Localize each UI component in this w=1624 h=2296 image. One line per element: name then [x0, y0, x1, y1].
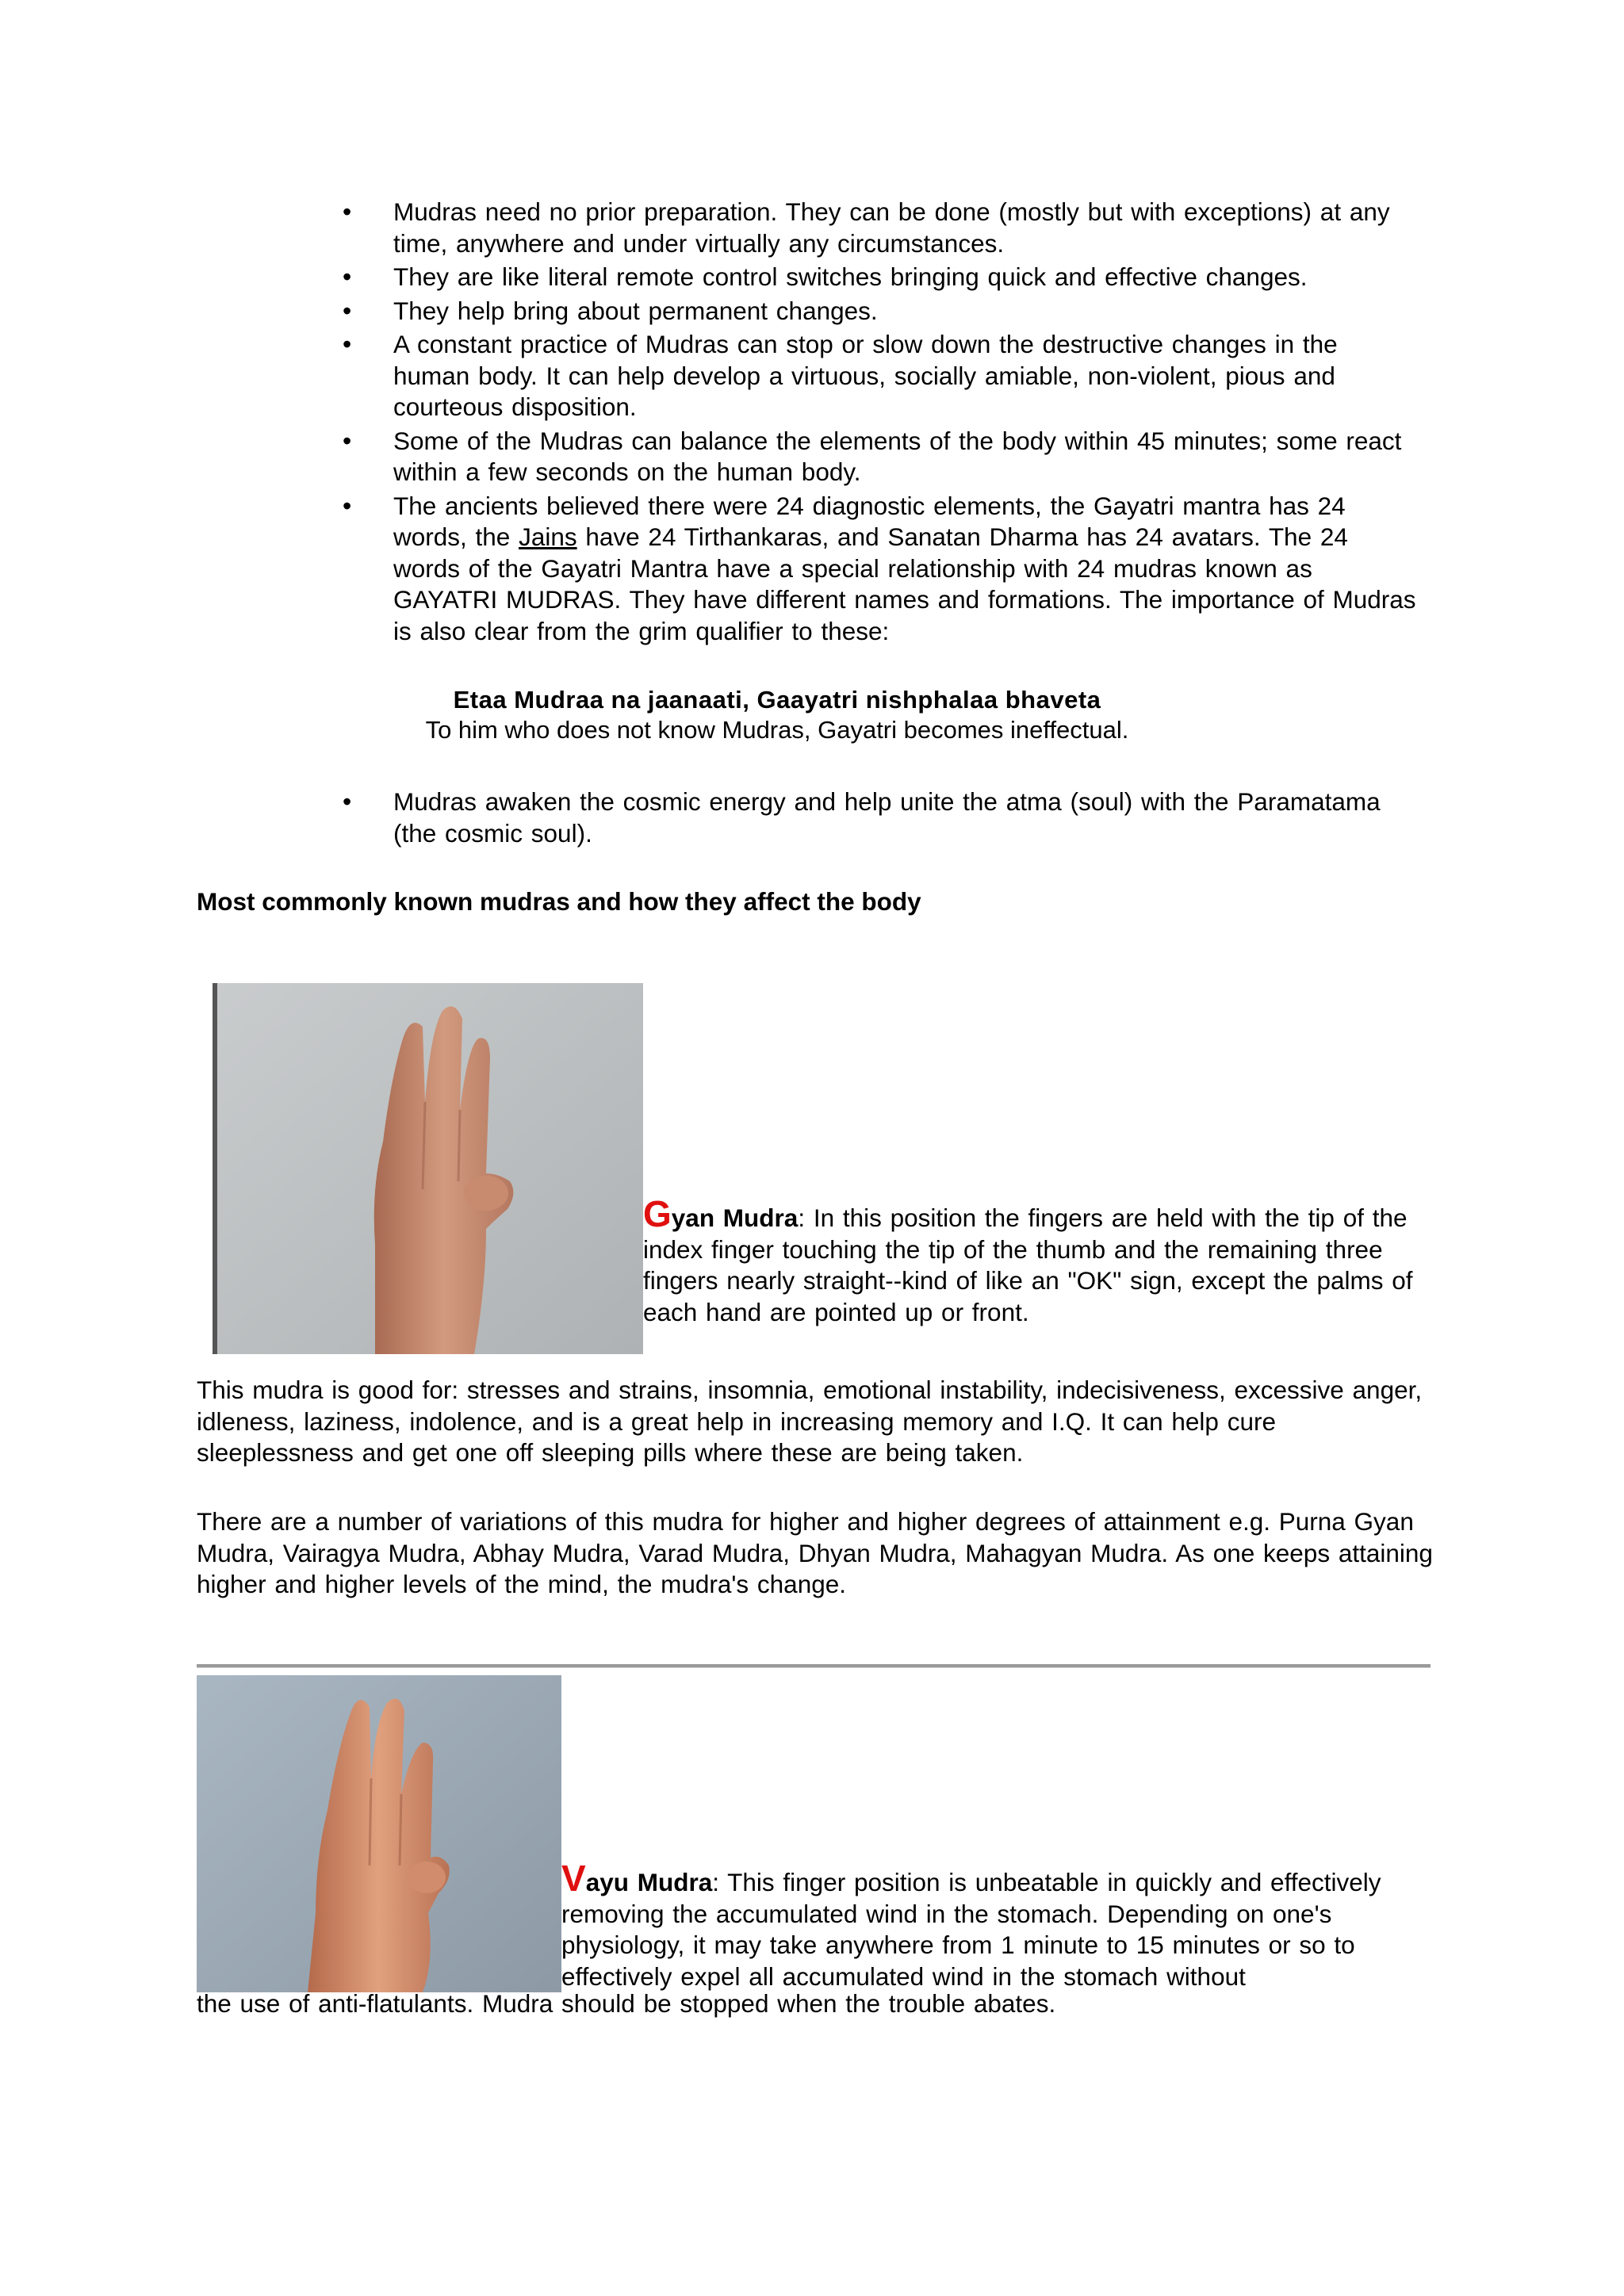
hand-gesture-icon — [213, 983, 643, 1354]
list-item-text: Mudras awaken the cosmic energy and help unite the atma (soul) with the Paramatama (the cosmic soul). — [393, 787, 1381, 848]
bullet-icon: • — [343, 330, 352, 358]
gyan-initial: G — [643, 1193, 672, 1234]
list-item-text-before-link: The ancients believed there were 24 diagnostic elements, the Gayatri mantra has 24 words, the — [393, 491, 1346, 551]
quote-translation: To him who does not know Mudras, Gayatri becomes ineffectual. — [425, 716, 1129, 744]
bullet-icon: • — [343, 426, 352, 455]
list-item-text: Mudras need no prior preparation. They can be done (mostly but with exceptions) at any time, anywhere and under virtually any circumstances. — [393, 197, 1390, 258]
gyan-term: yan Mudra — [671, 1203, 799, 1232]
list-item — [341, 786, 1419, 849]
quote-sanskrit: Etaa Mudraa na jaanaati, Gaayatri nishphalaa bhaveta — [453, 686, 1101, 714]
bullet-icon: • — [343, 296, 352, 325]
vayu-term: ayu Mudra — [585, 1868, 713, 1896]
list-item-text: Some of the Mudras can balance the elements of the body within 45 minutes; some react within a few seconds on the human body. — [393, 426, 1402, 486]
list-item-text: They are like literal remote control switches bringing quick and effective changes. — [393, 262, 1308, 291]
gyan-benefits: This mudra is good for: stresses and strains, insomnia, emotional instability, indecisiveness, excessive anger, idleness, laziness, indolence, and is a great help in increasing memory and I.Q. It can help cure sleeplessness and get one off sleeping pills where these are being taken. — [197, 1376, 1423, 1467]
gyan-mudra-photo — [213, 983, 643, 1354]
list-item-text: A constant practice of Mudras can stop or slow down the destructive changes in the human body. It can help develop a virtuous, socially amiable, non-violent, pious and courteous disposition. — [393, 330, 1338, 421]
bullet-icon: • — [343, 197, 352, 226]
list-item — [341, 262, 1419, 293]
list-item — [341, 197, 1419, 259]
jains-link[interactable]: Jains — [519, 522, 577, 551]
vayu-mudra-caption — [561, 1858, 1434, 1992]
vayu-initial: V — [561, 1858, 586, 1899]
bullet-icon: • — [343, 262, 352, 291]
list-item — [341, 491, 1419, 648]
gyan-description: : In this position the fingers are held with the tip of the index finger touching the tip of the thumb and the remaining three fingers nearly straight--kind of like an "OK" sign, except the palms of each hand are pointed up or front. — [643, 1203, 1413, 1326]
bullet-icon: • — [343, 787, 352, 816]
list-item — [341, 426, 1419, 488]
list-item — [341, 329, 1419, 423]
sanskrit-quote — [341, 685, 1213, 745]
horizontal-divider — [197, 1664, 1431, 1668]
list-item-text: They help bring about permanent changes. — [393, 296, 878, 325]
bullet-list-top — [341, 197, 1419, 649]
bullet-list-bottom — [341, 786, 1419, 851]
section-heading: Most commonly known mudras and how they affect the body — [197, 887, 921, 916]
gyan-mudra-caption — [643, 1193, 1436, 1328]
vayu-description: : This finger position is unbeatable in quickly and effectively removing the accumulated wind in the stomach. Depending on one's physiology, it may take anywhere from 1 minute to 15 minutes or so to effectively expel all accumulated wind in the stomach without — [561, 1868, 1381, 1991]
list-item — [341, 296, 1419, 327]
bullet-icon: • — [343, 491, 352, 520]
hand-gesture-icon — [197, 1675, 561, 1992]
vayu-mudra-photo — [197, 1675, 561, 1992]
vayu-continuation: the use of anti-flatulants. Mudra should be stopped when the trouble abates. — [197, 1989, 1056, 2018]
gyan-variations: There are a number of variations of this mudra for higher and higher degrees of attainment e.g. Purna Gyan Mudra, Vairagya Mudra, Abhay Mudra, Varad Mudra, Dhyan Mudra, Mahagyan Mudra. As one keeps attaining higher and higher levels of the mind, the mudra's change. — [197, 1507, 1433, 1598]
list-item-text-after-link: have 24 Tirthankaras, and Sanatan Dharma has 24 avatars. The 24 words of the Gayatri Mantra have a special relationship with 24 mudras known as GAYATRI MUDRAS. They have different names and formations. The importance of Mudras is also clear from the grim qualifier to these: — [393, 522, 1416, 645]
